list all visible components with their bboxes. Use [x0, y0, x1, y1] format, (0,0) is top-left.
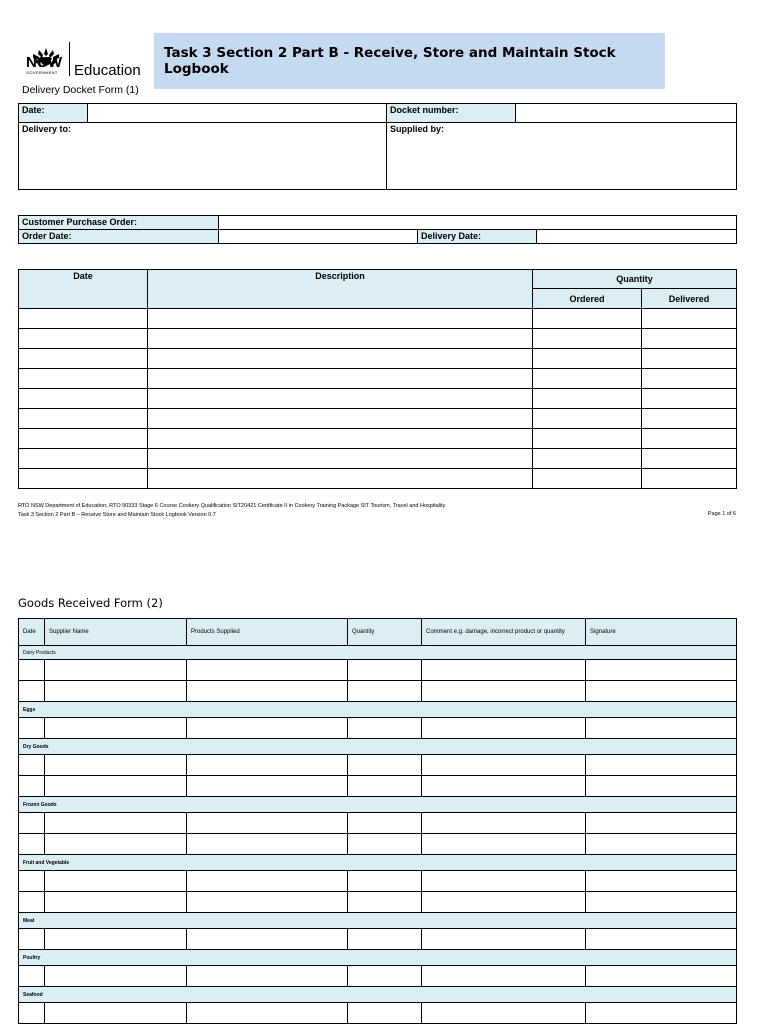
- comment-cell[interactable]: [422, 966, 586, 987]
- description-cell[interactable]: [148, 329, 533, 349]
- signature-cell[interactable]: [586, 892, 737, 913]
- comment-cell[interactable]: [422, 776, 586, 797]
- supplier-cell[interactable]: [45, 929, 187, 950]
- col-description-header: Description: [148, 270, 533, 309]
- col-quantity-header: Quantity: [348, 619, 422, 646]
- date-cell[interactable]: [19, 871, 45, 892]
- delivered-cell[interactable]: [642, 389, 737, 409]
- date-cell[interactable]: [19, 449, 148, 469]
- col-delivered-header: Delivered: [642, 289, 737, 309]
- quantity-cell[interactable]: [348, 834, 422, 855]
- quantity-cell[interactable]: [348, 871, 422, 892]
- item-row: [19, 409, 737, 429]
- col-signature-header: Signature: [586, 619, 737, 646]
- goods-received-table: [18, 618, 737, 1024]
- comment-cell[interactable]: [422, 813, 586, 834]
- delivered-cell[interactable]: [642, 469, 737, 489]
- date-cell[interactable]: [19, 834, 45, 855]
- supplier-cell[interactable]: [45, 892, 187, 913]
- description-cell[interactable]: [148, 389, 533, 409]
- signature-cell[interactable]: [586, 929, 737, 950]
- products-cell[interactable]: [187, 776, 348, 797]
- comment-cell[interactable]: [422, 871, 586, 892]
- products-cell[interactable]: [187, 660, 348, 681]
- document-title: Task 3 Section 2 Part B - Receive, Store and Maintain Stock Logbook: [154, 33, 665, 89]
- col-supplier-header: Supplier Name: [45, 619, 187, 646]
- signature-cell[interactable]: [586, 718, 737, 739]
- date-cell[interactable]: [19, 469, 148, 489]
- delivery-date-field[interactable]: [537, 230, 737, 244]
- date-field[interactable]: [88, 104, 387, 123]
- quantity-cell[interactable]: [348, 660, 422, 681]
- delivery-to-field[interactable]: [19, 123, 387, 190]
- quantity-cell[interactable]: [348, 892, 422, 913]
- supplier-cell[interactable]: [45, 966, 187, 987]
- date-cell[interactable]: [19, 966, 45, 987]
- nsw-wordmark: NSW: [26, 54, 63, 71]
- delivered-cell[interactable]: [642, 309, 737, 329]
- date-cell[interactable]: [19, 929, 45, 950]
- ordered-cell[interactable]: [533, 449, 642, 469]
- comment-cell[interactable]: [422, 892, 586, 913]
- signature-cell[interactable]: [586, 681, 737, 702]
- signature-cell[interactable]: [586, 813, 737, 834]
- order-date-label: Order Date:: [19, 230, 219, 244]
- products-cell[interactable]: [187, 681, 348, 702]
- goods-row: [19, 718, 737, 739]
- delivered-cell[interactable]: [642, 429, 737, 449]
- supplier-cell[interactable]: [45, 755, 187, 776]
- goods-row: [19, 776, 737, 797]
- description-cell[interactable]: [148, 309, 533, 329]
- description-cell[interactable]: [148, 469, 533, 489]
- supplier-cell[interactable]: [45, 1003, 187, 1024]
- products-cell[interactable]: [187, 929, 348, 950]
- signature-cell[interactable]: [586, 966, 737, 987]
- date-cell[interactable]: [19, 349, 148, 369]
- nsw-education-logo: [24, 34, 154, 80]
- goods-row: [19, 966, 737, 987]
- description-cell[interactable]: [148, 409, 533, 429]
- col-quantity-header: Quantity: [533, 270, 737, 289]
- date-cell[interactable]: [19, 813, 45, 834]
- category-label: Dry Goods: [19, 739, 737, 755]
- supplier-cell[interactable]: [45, 776, 187, 797]
- date-cell[interactable]: [19, 660, 45, 681]
- quantity-cell[interactable]: [348, 813, 422, 834]
- goods-row: [19, 681, 737, 702]
- date-cell[interactable]: [19, 892, 45, 913]
- footer-line-1: RTO NSW Department of Education, RTO 90333 Stage 6 Course Cookery Qualification SIT20421 Certificate II in Cookery Training Package SIT Tourism, Travel and Hospitality: [18, 503, 446, 509]
- purchase-order-field[interactable]: [219, 216, 737, 230]
- category-label: Poultry: [19, 950, 737, 966]
- col-ordered-header: Ordered: [533, 289, 642, 309]
- category-row-poultry: [19, 950, 737, 966]
- delivery-items-table: [18, 269, 737, 489]
- education-wordmark: Education: [74, 62, 141, 79]
- footer-line-2: Task 3 Section 2 Part B – Receive Store and Maintain Stock Logbook Version 0.7: [18, 512, 216, 518]
- goods-received-title: Goods Received Form (2): [18, 596, 163, 610]
- ordered-cell[interactable]: [533, 429, 642, 449]
- supplied-by-label: Supplied by:: [390, 124, 444, 134]
- date-cell[interactable]: [19, 309, 148, 329]
- item-row: [19, 429, 737, 449]
- goods-row: [19, 834, 737, 855]
- goods-row: [19, 929, 737, 950]
- delivered-cell[interactable]: [642, 369, 737, 389]
- date-label: Date:: [19, 104, 88, 123]
- delivered-cell[interactable]: [642, 409, 737, 429]
- date-cell[interactable]: [19, 329, 148, 349]
- products-cell[interactable]: [187, 892, 348, 913]
- quantity-cell[interactable]: [348, 929, 422, 950]
- delivery-date-label: Delivery Date:: [418, 230, 537, 244]
- page-footer: [18, 502, 445, 520]
- comment-cell[interactable]: [422, 718, 586, 739]
- item-row: [19, 369, 737, 389]
- ordered-cell[interactable]: [533, 309, 642, 329]
- item-row: [19, 329, 737, 349]
- goods-row: [19, 755, 737, 776]
- delivery-header-table: [18, 103, 737, 190]
- quantity-cell[interactable]: [348, 776, 422, 797]
- date-cell[interactable]: [19, 681, 45, 702]
- products-cell[interactable]: [187, 755, 348, 776]
- comment-cell[interactable]: [422, 681, 586, 702]
- category-label: Seafood: [19, 987, 737, 1003]
- category-label: Eggs: [19, 702, 737, 718]
- supplier-cell[interactable]: [45, 681, 187, 702]
- date-cell[interactable]: [19, 429, 148, 449]
- comment-cell[interactable]: [422, 834, 586, 855]
- supplier-cell[interactable]: [45, 871, 187, 892]
- supplier-cell[interactable]: [45, 813, 187, 834]
- description-cell[interactable]: [148, 449, 533, 469]
- ordered-cell[interactable]: [533, 389, 642, 409]
- delivered-cell[interactable]: [642, 349, 737, 369]
- quantity-cell[interactable]: [348, 755, 422, 776]
- order-date-field[interactable]: [219, 230, 418, 244]
- category-row-meat: [19, 913, 737, 929]
- quantity-cell[interactable]: [348, 966, 422, 987]
- date-cell[interactable]: [19, 389, 148, 409]
- delivery-docket-title: Delivery Docket Form (1): [22, 84, 139, 96]
- supplier-cell[interactable]: [45, 660, 187, 681]
- signature-cell[interactable]: [586, 834, 737, 855]
- comment-cell[interactable]: [422, 1003, 586, 1024]
- page-number: Page 1 of 6: [707, 511, 736, 517]
- date-cell[interactable]: [19, 776, 45, 797]
- logo-divider: [69, 42, 70, 76]
- quantity-cell[interactable]: [348, 1003, 422, 1024]
- order-info-table: [18, 215, 737, 244]
- ordered-cell[interactable]: [533, 329, 642, 349]
- category-row-dairy: [19, 646, 737, 660]
- ordered-cell[interactable]: [533, 469, 642, 489]
- quantity-cell[interactable]: [348, 718, 422, 739]
- comment-cell[interactable]: [422, 660, 586, 681]
- col-date-header: Date: [19, 270, 148, 309]
- signature-cell[interactable]: [586, 1003, 737, 1024]
- purchase-order-label: Customer Purchase Order:: [19, 216, 219, 230]
- col-products-header: Products Supplied: [187, 619, 348, 646]
- supplied-by-field[interactable]: [387, 123, 737, 190]
- goods-row: [19, 1003, 737, 1024]
- item-row: [19, 349, 737, 369]
- supplier-cell[interactable]: [45, 718, 187, 739]
- date-cell[interactable]: [19, 409, 148, 429]
- col-date-header: Date: [19, 619, 45, 646]
- category-label: Frozen Goods: [19, 797, 737, 813]
- products-cell[interactable]: [187, 871, 348, 892]
- delivered-cell[interactable]: [642, 329, 737, 349]
- date-cell[interactable]: [19, 755, 45, 776]
- date-cell[interactable]: [19, 718, 45, 739]
- signature-cell[interactable]: [586, 871, 737, 892]
- date-cell[interactable]: [19, 369, 148, 389]
- products-cell[interactable]: [187, 834, 348, 855]
- comment-cell[interactable]: [422, 755, 586, 776]
- signature-cell[interactable]: [586, 755, 737, 776]
- goods-row: [19, 660, 737, 681]
- item-row: [19, 389, 737, 409]
- category-label: Meat: [19, 913, 737, 929]
- docket-number-label: Docket number:: [387, 104, 516, 123]
- signature-cell[interactable]: [586, 660, 737, 681]
- delivered-cell[interactable]: [642, 449, 737, 469]
- goods-row: [19, 813, 737, 834]
- goods-row: [19, 892, 737, 913]
- products-cell[interactable]: [187, 718, 348, 739]
- products-cell[interactable]: [187, 813, 348, 834]
- products-cell[interactable]: [187, 1003, 348, 1024]
- category-row-frozen: [19, 797, 737, 813]
- category-row-seafood: [19, 987, 737, 1003]
- signature-cell[interactable]: [586, 776, 737, 797]
- category-row-fruit: [19, 855, 737, 871]
- description-cell[interactable]: [148, 429, 533, 449]
- government-wordmark: GOVERNMENT: [26, 70, 58, 75]
- category-label: Dairy Products: [19, 646, 737, 660]
- item-row: [19, 309, 737, 329]
- item-row: [19, 469, 737, 489]
- quantity-cell[interactable]: [348, 681, 422, 702]
- category-label: Fruit and Vegetable: [19, 855, 737, 871]
- delivery-to-label: Delivery to:: [22, 124, 72, 134]
- products-cell[interactable]: [187, 966, 348, 987]
- comment-cell[interactable]: [422, 929, 586, 950]
- category-row-dry: [19, 739, 737, 755]
- ordered-cell[interactable]: [533, 369, 642, 389]
- ordered-cell[interactable]: [533, 409, 642, 429]
- goods-row: [19, 871, 737, 892]
- description-cell[interactable]: [148, 369, 533, 389]
- date-cell[interactable]: [19, 1003, 45, 1024]
- description-cell[interactable]: [148, 349, 533, 369]
- supplier-cell[interactable]: [45, 834, 187, 855]
- category-row-eggs: [19, 702, 737, 718]
- col-comment-header: Comment e.g. damage, incorrect product or quantity: [422, 619, 586, 646]
- item-row: [19, 449, 737, 469]
- docket-number-field[interactable]: [516, 104, 737, 123]
- ordered-cell[interactable]: [533, 349, 642, 369]
